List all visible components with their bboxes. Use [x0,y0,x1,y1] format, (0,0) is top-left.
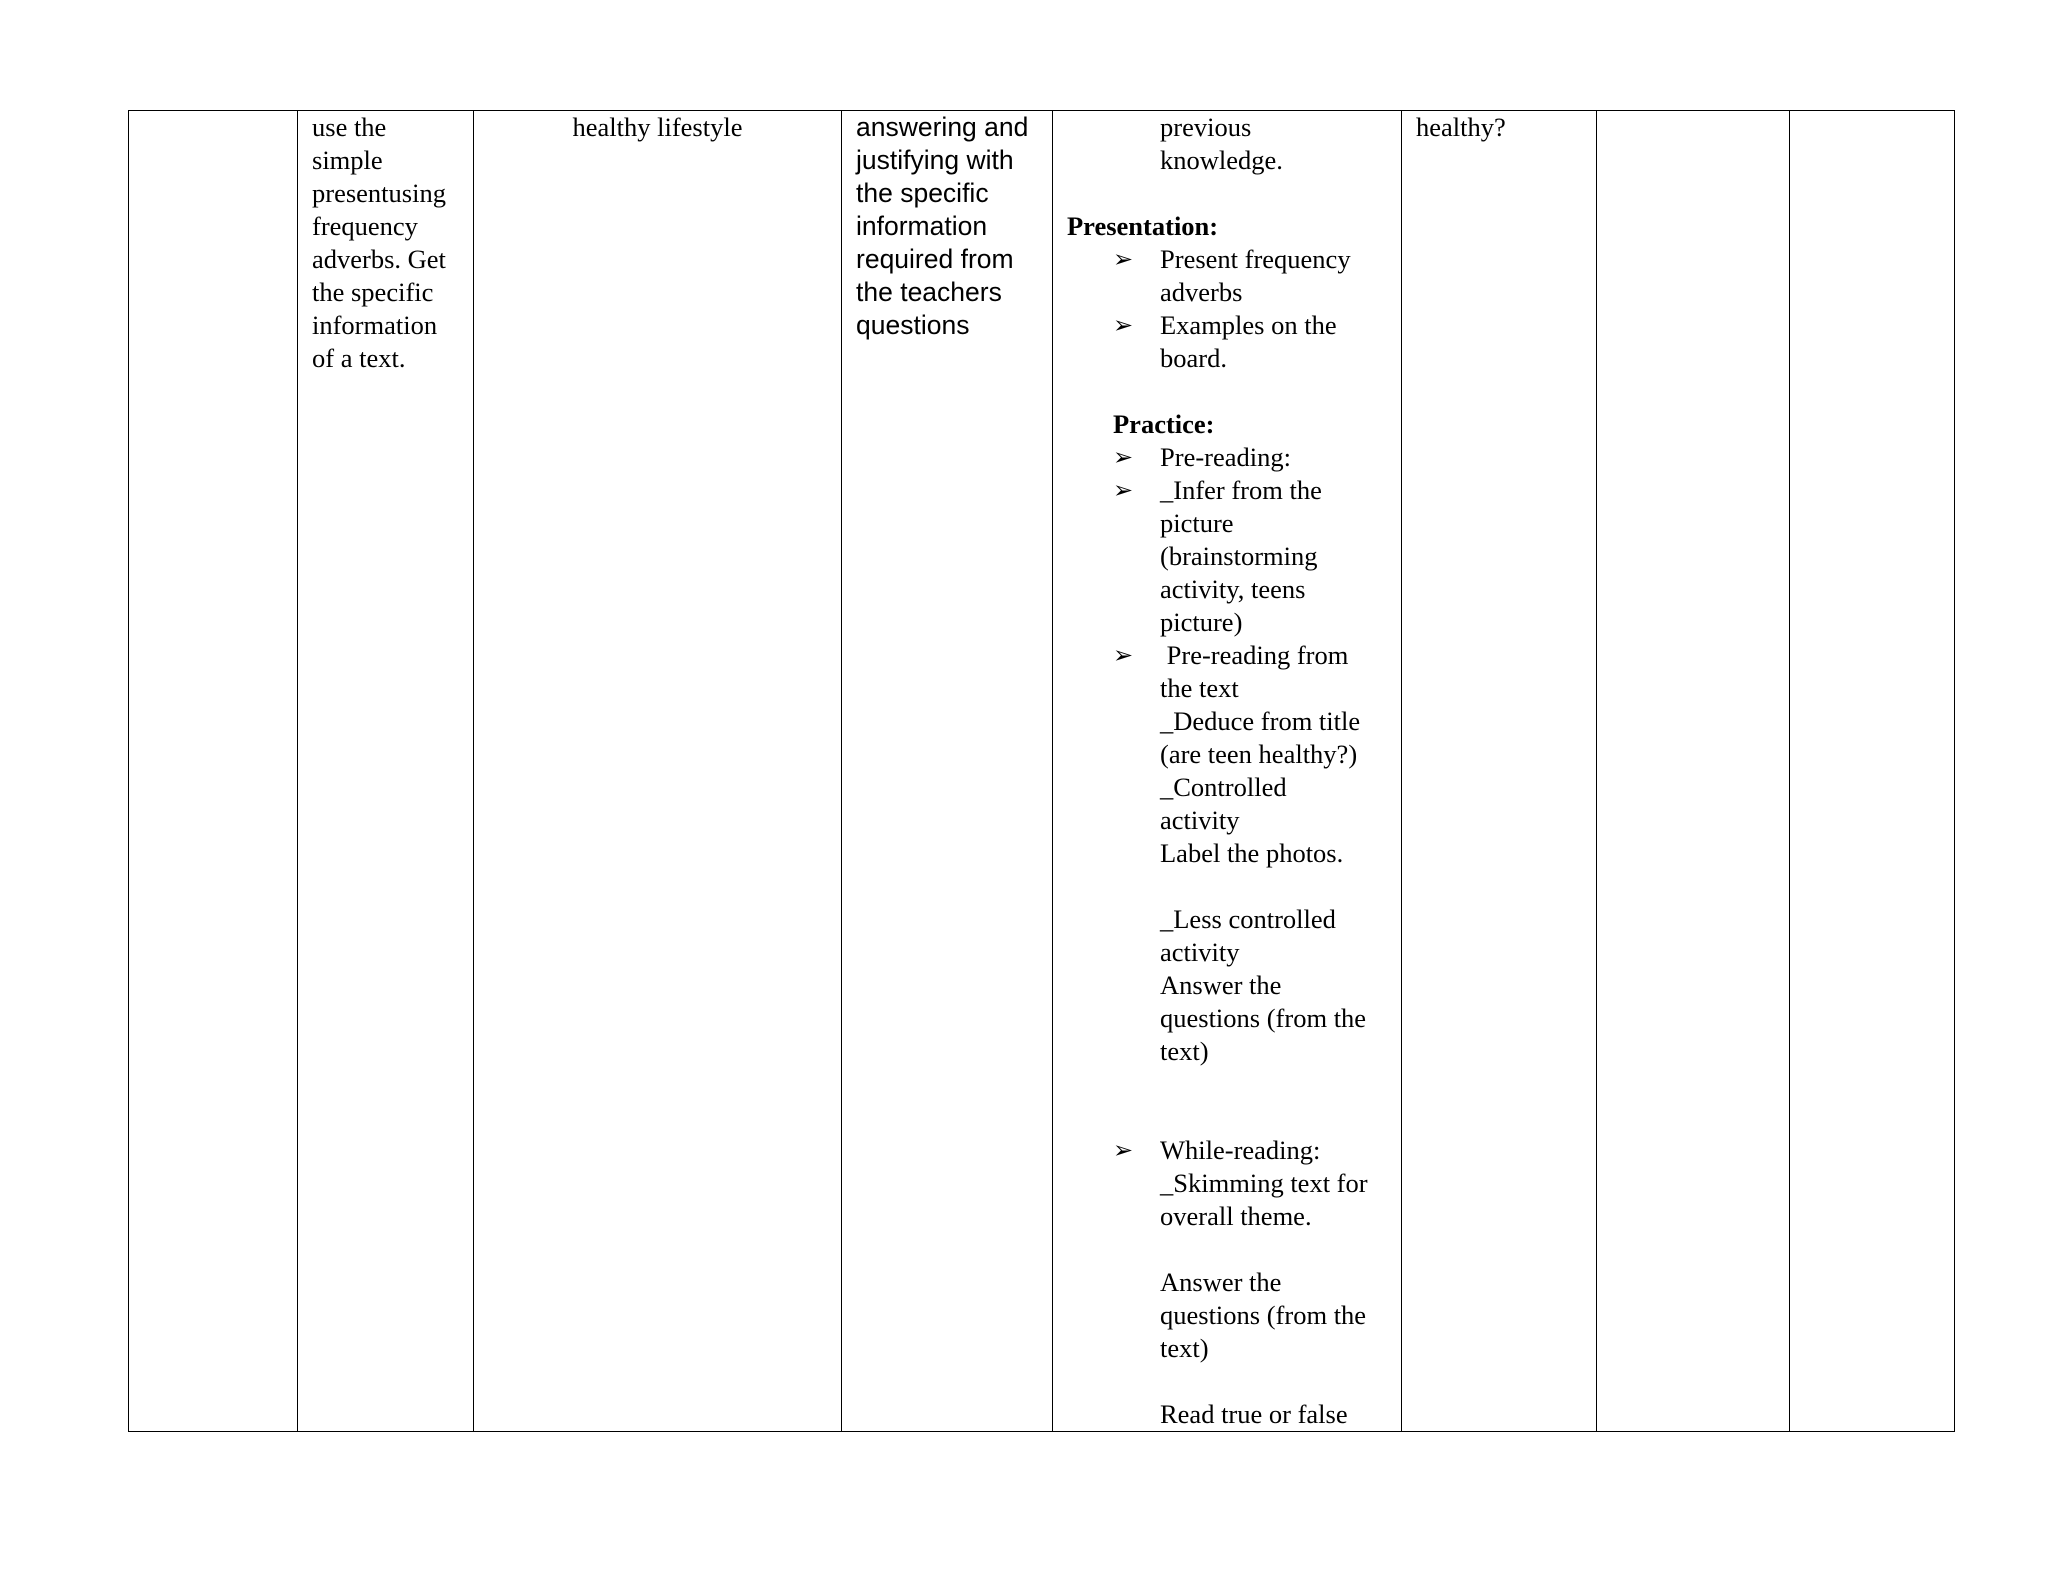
item-line: _Less controlled [1160,904,1336,934]
item-line: the text [1160,673,1239,703]
item-line: (brainstorming [1160,541,1318,571]
item-line: activity [1160,937,1240,967]
read-true-false: Read true or false [1160,1399,1348,1429]
presentation-heading: Presentation: [1067,211,1219,241]
intro-line: knowledge. [1160,145,1283,175]
practice-heading: Practice: [1113,409,1215,439]
cell-empty-1 [129,111,298,1432]
item-line: picture) [1160,607,1243,637]
cell-procedure [1053,111,1402,1432]
topic-text: healthy lifestyle [572,112,743,142]
cell-topic [474,111,842,1432]
list-item [1113,1134,1387,1233]
activity-line: information [856,211,988,241]
less-controlled-block [1067,903,1387,1068]
arrow-bullet-icon: ➢ [1113,1136,1134,1164]
activity-line: required from [856,244,1014,274]
item-line: Answer the [1160,970,1282,1000]
item-line: Present frequency [1160,244,1351,274]
arrow-bullet-icon: ➢ [1113,443,1134,471]
arrow-bullet-icon: ➢ [1113,476,1134,504]
item-line: Answer the [1160,1267,1282,1297]
item-line: _Controlled [1160,772,1287,802]
list-item [1113,309,1387,375]
while-reading-list [1067,1134,1387,1233]
objectives-line: adverbs. Get [312,244,446,274]
item-line: Pre-reading from [1160,640,1349,670]
objectives-line: presentusing [312,178,446,208]
objectives-line: the specific [312,277,434,307]
list-item [1113,474,1387,639]
objectives-line: information [312,310,438,340]
activity-line: questions [856,310,970,340]
activity-line: answering and [856,112,1029,142]
activity-line: justifying with [856,145,1014,175]
intro-line: previous [1160,112,1252,142]
item-line: _Deduce from title [1160,706,1361,736]
cell-objectives [298,111,474,1432]
arrow-bullet-icon: ➢ [1113,641,1134,669]
list-item [1113,243,1387,309]
cell-evaluation [1402,111,1597,1432]
item-line: text) [1160,1036,1209,1066]
practice-list [1067,441,1387,870]
cell-empty-7 [1597,111,1790,1432]
item-line: (are teen healthy?) [1160,739,1358,769]
item-line: Label the photos. [1160,838,1344,868]
item-line: While-reading: [1160,1135,1321,1165]
item-line: Examples on the [1160,310,1337,340]
table-row [129,111,1955,1432]
item-line: _Infer from the [1160,475,1322,505]
answer-block [1067,1266,1387,1365]
evaluation-text: healthy? [1416,112,1506,142]
arrow-bullet-icon: ➢ [1113,311,1134,339]
item-line: questions (from the [1160,1003,1367,1033]
item-line: activity [1160,805,1240,835]
item-line: Pre-reading: [1160,442,1291,472]
item-line: board. [1160,343,1227,373]
item-line: adverbs [1160,277,1243,307]
item-line: picture [1160,508,1234,538]
item-line: activity, teens [1160,574,1306,604]
objectives-line: of a text. [312,343,406,373]
item-line: _Skimming text for [1160,1168,1368,1198]
lesson-plan-table [128,110,1955,1432]
item-line: text) [1160,1333,1209,1363]
intro-block [1067,111,1387,177]
item-line: overall theme. [1160,1201,1312,1231]
item-line: questions (from the [1160,1300,1367,1330]
cell-empty-8 [1790,111,1955,1432]
activity-line: the teachers [856,277,1002,307]
list-item [1113,441,1387,474]
objectives-line: frequency [312,211,418,241]
arrow-bullet-icon: ➢ [1113,245,1134,273]
cell-learner-activity [842,111,1053,1432]
objectives-line: simple [312,145,383,175]
activity-line: the specific [856,178,989,208]
presentation-list [1067,243,1387,375]
list-item [1113,639,1387,870]
objectives-line: use the [312,112,387,142]
